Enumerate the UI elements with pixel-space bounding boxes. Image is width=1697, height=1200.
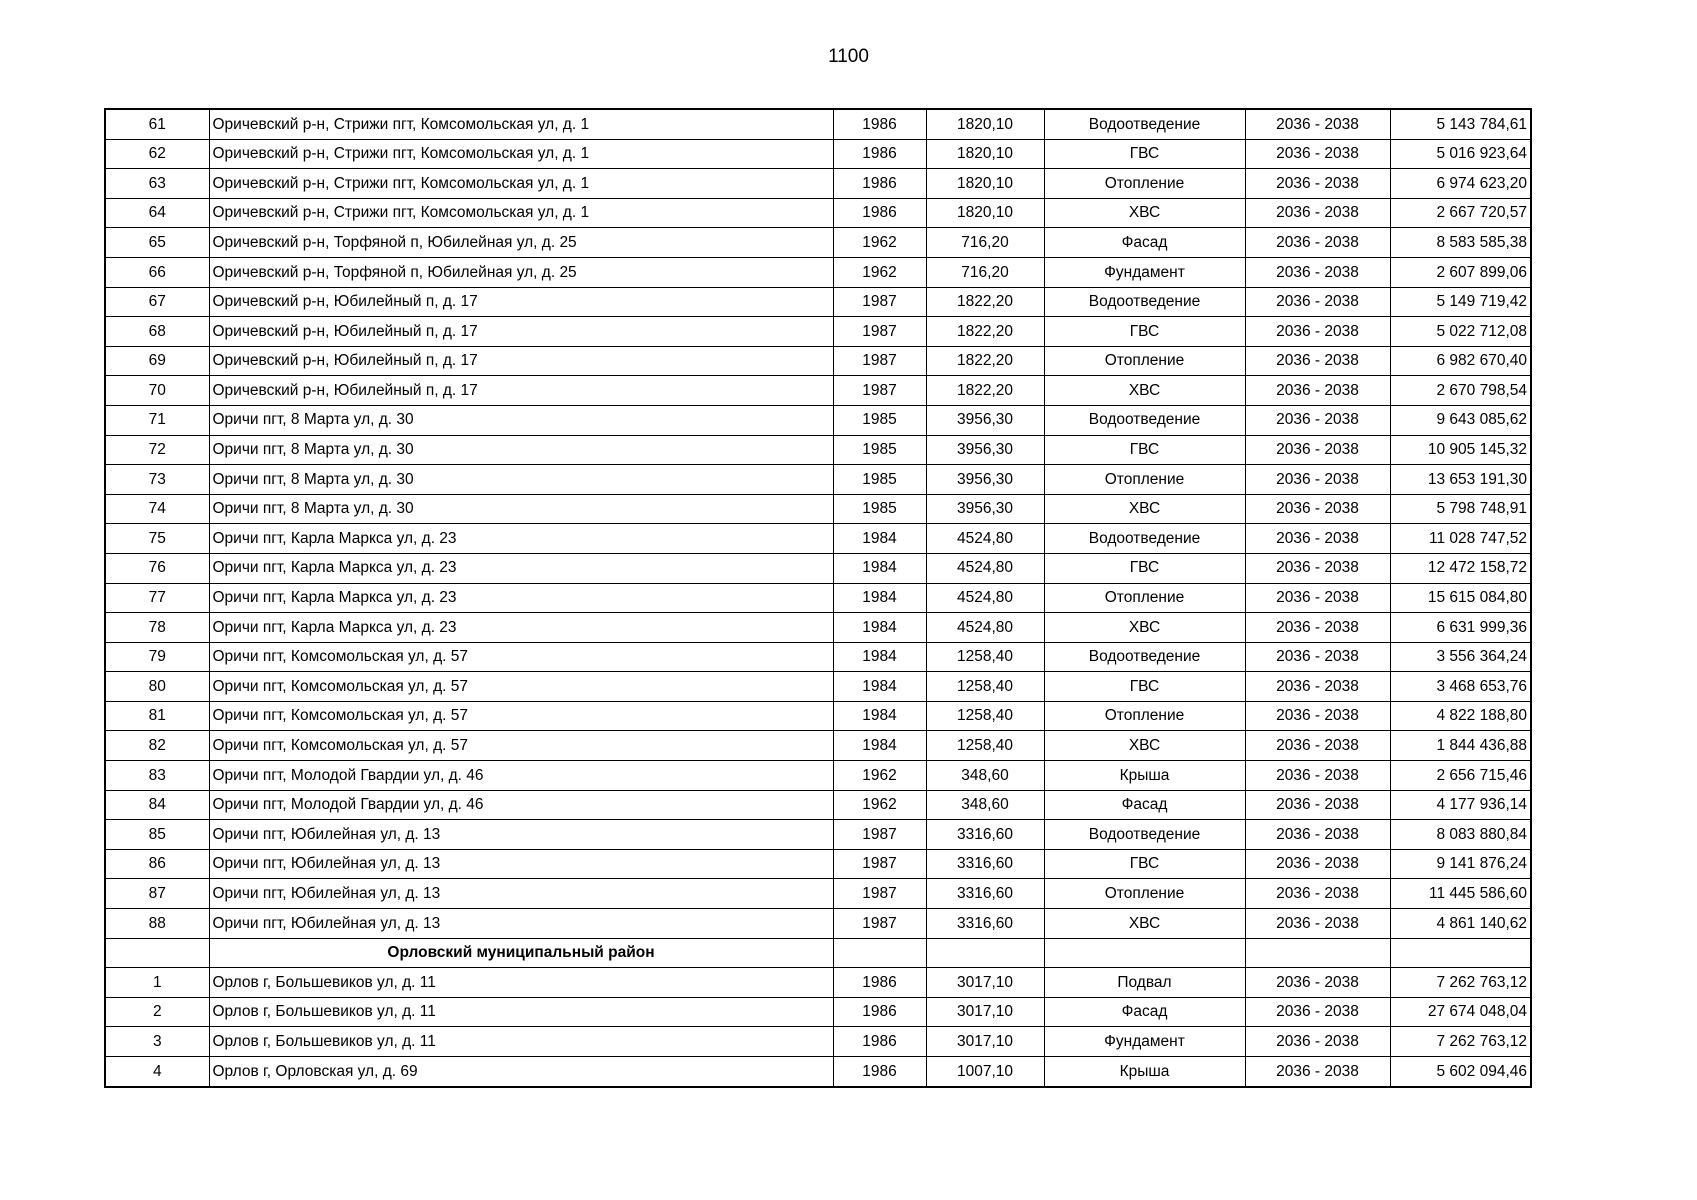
cost-cell: 7 262 763,12 [1390,968,1531,998]
table-row [105,731,1531,761]
row-number: 77 [105,583,209,613]
work-type-cell: Отопление [1044,879,1245,909]
row-number: 65 [105,228,209,258]
address-cell: Оричевский р-н, Торфяной п, Юбилейная ул, д. 25 [209,257,833,287]
period-cell: 2036 - 2038 [1245,257,1390,287]
area-cell: 1820,10 [926,139,1044,169]
table-row [105,968,1531,998]
address-cell: Оричи пгт, 8 Марта ул, д. 30 [209,494,833,524]
area-cell: 4524,80 [926,553,1044,583]
address-cell: Оричевский р-н, Стрижи пгт, Комсомольская ул, д. 1 [209,169,833,199]
table-row [105,198,1531,228]
period-cell: 2036 - 2038 [1245,287,1390,317]
work-type-cell: ХВС [1044,198,1245,228]
row-number: 61 [105,109,209,139]
row-number: 69 [105,346,209,376]
capital-repair-table [104,108,1532,1088]
address-cell: Оричи пгт, Комсомольская ул, д. 57 [209,642,833,672]
period-cell: 2036 - 2038 [1245,109,1390,139]
work-type-cell: ГВС [1044,317,1245,347]
table-row [105,317,1531,347]
work-type-cell: Фасад [1044,997,1245,1027]
year-cell: 1984 [833,524,926,554]
cost-cell: 11 445 586,60 [1390,879,1531,909]
row-number [105,938,209,968]
table-row [105,790,1531,820]
address-cell: Оричи пгт, 8 Марта ул, д. 30 [209,465,833,495]
work-type-cell: ГВС [1044,849,1245,879]
work-type-cell: ХВС [1044,376,1245,406]
empty-cell [1044,938,1245,968]
period-cell: 2036 - 2038 [1245,909,1390,939]
work-type-cell: Крыша [1044,1057,1245,1087]
work-type-cell: Водоотведение [1044,524,1245,554]
row-number: 3 [105,1027,209,1057]
year-cell: 1986 [833,169,926,199]
row-number: 80 [105,672,209,702]
year-cell: 1987 [833,287,926,317]
cost-cell: 15 615 084,80 [1390,583,1531,613]
table-row [105,849,1531,879]
cost-cell: 2 670 798,54 [1390,376,1531,406]
address-cell: Оричи пгт, Комсомольская ул, д. 57 [209,672,833,702]
work-type-cell: Фасад [1044,790,1245,820]
row-number: 70 [105,376,209,406]
address-cell: Оричи пгт, Карла Маркса ул, д. 23 [209,553,833,583]
cost-cell: 3 556 364,24 [1390,642,1531,672]
area-cell: 3956,30 [926,435,1044,465]
table-body [105,109,1531,1087]
cost-cell: 8 583 585,38 [1390,228,1531,258]
area-cell: 1258,40 [926,672,1044,702]
area-cell: 1258,40 [926,642,1044,672]
address-cell: Оричи пгт, Карла Маркса ул, д. 23 [209,583,833,613]
area-cell: 716,20 [926,228,1044,258]
empty-cell [1390,938,1531,968]
empty-cell [926,938,1044,968]
row-number: 71 [105,405,209,435]
cost-cell: 6 982 670,40 [1390,346,1531,376]
table-row [105,909,1531,939]
area-cell: 1822,20 [926,376,1044,406]
table-row [105,228,1531,258]
period-cell: 2036 - 2038 [1245,997,1390,1027]
address-cell: Оричи пгт, Юбилейная ул, д. 13 [209,849,833,879]
table-row [105,642,1531,672]
address-cell: Оричевский р-н, Юбилейный п, д. 17 [209,376,833,406]
cost-cell: 4 822 188,80 [1390,701,1531,731]
address-cell: Орлов г, Большевиков ул, д. 11 [209,968,833,998]
cost-cell: 4 861 140,62 [1390,909,1531,939]
work-type-cell: ХВС [1044,494,1245,524]
address-cell: Оричи пгт, Комсомольская ул, д. 57 [209,731,833,761]
area-cell: 1007,10 [926,1057,1044,1087]
row-number: 75 [105,524,209,554]
table-row [105,524,1531,554]
area-cell: 3017,10 [926,1027,1044,1057]
table-row [105,820,1531,850]
cost-cell: 11 028 747,52 [1390,524,1531,554]
area-cell: 348,60 [926,790,1044,820]
year-cell: 1985 [833,405,926,435]
row-number: 88 [105,909,209,939]
year-cell: 1987 [833,346,926,376]
address-cell: Оричевский р-н, Торфяной п, Юбилейная ул, д. 25 [209,228,833,258]
table-row [105,376,1531,406]
work-type-cell: Водоотведение [1044,405,1245,435]
cost-cell: 13 653 191,30 [1390,465,1531,495]
address-cell: Орлов г, Большевиков ул, д. 11 [209,1027,833,1057]
area-cell: 1822,20 [926,317,1044,347]
area-cell: 1820,10 [926,169,1044,199]
row-number: 74 [105,494,209,524]
address-cell: Оричевский р-н, Юбилейный п, д. 17 [209,287,833,317]
year-cell: 1986 [833,1057,926,1087]
area-cell: 3316,60 [926,879,1044,909]
table-row [105,139,1531,169]
area-cell: 4524,80 [926,524,1044,554]
cost-cell: 2 607 899,06 [1390,257,1531,287]
area-cell: 1258,40 [926,701,1044,731]
year-cell: 1985 [833,465,926,495]
work-type-cell: Отопление [1044,701,1245,731]
area-cell: 3956,30 [926,465,1044,495]
row-number: 63 [105,169,209,199]
period-cell: 2036 - 2038 [1245,968,1390,998]
work-type-cell: Фасад [1044,228,1245,258]
area-cell: 3316,60 [926,849,1044,879]
area-cell: 1822,20 [926,346,1044,376]
cost-cell: 9 643 085,62 [1390,405,1531,435]
address-cell: Оричевский р-н, Юбилейный п, д. 17 [209,346,833,376]
cost-cell: 8 083 880,84 [1390,820,1531,850]
period-cell: 2036 - 2038 [1245,701,1390,731]
cost-cell: 2 656 715,46 [1390,761,1531,791]
work-type-cell: Подвал [1044,968,1245,998]
table-row [105,613,1531,643]
area-cell: 1820,10 [926,198,1044,228]
work-type-cell: Водоотведение [1044,642,1245,672]
year-cell: 1985 [833,435,926,465]
address-cell: Оричи пгт, Молодой Гвардии ул, д. 46 [209,761,833,791]
area-cell: 4524,80 [926,613,1044,643]
work-type-cell: Отопление [1044,169,1245,199]
period-cell: 2036 - 2038 [1245,494,1390,524]
table-row [105,1057,1531,1087]
row-number: 4 [105,1057,209,1087]
year-cell: 1986 [833,109,926,139]
year-cell: 1984 [833,731,926,761]
work-type-cell: ХВС [1044,613,1245,643]
table-row [105,672,1531,702]
table-row [105,583,1531,613]
area-cell: 4524,80 [926,583,1044,613]
work-type-cell: Отопление [1044,346,1245,376]
table-row [105,701,1531,731]
period-cell: 2036 - 2038 [1245,139,1390,169]
address-cell: Оричевский р-н, Юбилейный п, д. 17 [209,317,833,347]
period-cell: 2036 - 2038 [1245,465,1390,495]
work-type-cell: ГВС [1044,553,1245,583]
work-type-cell: Фундамент [1044,1027,1245,1057]
table-row [105,553,1531,583]
page-number: 1100 [828,46,869,67]
table-row [105,435,1531,465]
year-cell: 1987 [833,879,926,909]
year-cell: 1962 [833,228,926,258]
row-number: 76 [105,553,209,583]
area-cell: 716,20 [926,257,1044,287]
cost-cell: 4 177 936,14 [1390,790,1531,820]
period-cell: 2036 - 2038 [1245,553,1390,583]
area-cell: 1258,40 [926,731,1044,761]
period-cell: 2036 - 2038 [1245,849,1390,879]
cost-cell: 6 974 623,20 [1390,169,1531,199]
work-type-cell: ХВС [1044,731,1245,761]
year-cell: 1984 [833,701,926,731]
period-cell: 2036 - 2038 [1245,169,1390,199]
work-type-cell: ГВС [1044,139,1245,169]
period-cell: 2036 - 2038 [1245,642,1390,672]
table-row [105,287,1531,317]
year-cell: 1986 [833,968,926,998]
period-cell: 2036 - 2038 [1245,672,1390,702]
period-cell: 2036 - 2038 [1245,790,1390,820]
row-number: 62 [105,139,209,169]
work-type-cell: ХВС [1044,909,1245,939]
period-cell: 2036 - 2038 [1245,524,1390,554]
cost-cell: 3 468 653,76 [1390,672,1531,702]
cost-cell: 5 022 712,08 [1390,317,1531,347]
table-row [105,465,1531,495]
area-cell: 3316,60 [926,909,1044,939]
row-number: 82 [105,731,209,761]
work-type-cell: Отопление [1044,583,1245,613]
address-cell: Оричи пгт, Комсомольская ул, д. 57 [209,701,833,731]
address-cell: Оричи пгт, Юбилейная ул, д. 13 [209,820,833,850]
work-type-cell: Крыша [1044,761,1245,791]
area-cell: 1822,20 [926,287,1044,317]
address-cell: Оричи пгт, Карла Маркса ул, д. 23 [209,613,833,643]
period-cell: 2036 - 2038 [1245,1057,1390,1087]
year-cell: 1984 [833,642,926,672]
area-cell: 3017,10 [926,968,1044,998]
table-row [105,879,1531,909]
address-cell: Оричи пгт, 8 Марта ул, д. 30 [209,405,833,435]
address-cell: Оричи пгт, 8 Марта ул, д. 30 [209,435,833,465]
row-number: 86 [105,849,209,879]
section-header-row [105,938,1531,968]
area-cell: 3316,60 [926,820,1044,850]
period-cell: 2036 - 2038 [1245,376,1390,406]
year-cell: 1987 [833,849,926,879]
address-cell: Оричи пгт, Юбилейная ул, д. 13 [209,909,833,939]
address-cell: Орлов г, Большевиков ул, д. 11 [209,997,833,1027]
period-cell: 2036 - 2038 [1245,879,1390,909]
cost-cell: 12 472 158,72 [1390,553,1531,583]
year-cell: 1986 [833,997,926,1027]
row-number: 2 [105,997,209,1027]
row-number: 85 [105,820,209,850]
work-type-cell: Водоотведение [1044,820,1245,850]
year-cell: 1987 [833,376,926,406]
table-row [105,346,1531,376]
year-cell: 1987 [833,820,926,850]
table-row [105,761,1531,791]
row-number: 87 [105,879,209,909]
address-cell: Орлов г, Орловская ул, д. 69 [209,1057,833,1087]
address-cell: Оричи пгт, Юбилейная ул, д. 13 [209,879,833,909]
work-type-cell: ГВС [1044,672,1245,702]
year-cell: 1987 [833,909,926,939]
empty-cell [1245,938,1390,968]
cost-cell: 1 844 436,88 [1390,731,1531,761]
cost-cell: 5 143 784,61 [1390,109,1531,139]
row-number: 84 [105,790,209,820]
cost-cell: 5 016 923,64 [1390,139,1531,169]
row-number: 68 [105,317,209,347]
cost-cell: 7 262 763,12 [1390,1027,1531,1057]
period-cell: 2036 - 2038 [1245,317,1390,347]
address-cell: Оричевский р-н, Стрижи пгт, Комсомольская ул, д. 1 [209,139,833,169]
area-cell: 1820,10 [926,109,1044,139]
row-number: 83 [105,761,209,791]
year-cell: 1986 [833,1027,926,1057]
period-cell: 2036 - 2038 [1245,1027,1390,1057]
section-title: Орловский муниципальный район [209,938,833,968]
work-type-cell: Водоотведение [1044,287,1245,317]
period-cell: 2036 - 2038 [1245,761,1390,791]
table-row [105,494,1531,524]
address-cell: Оричи пгт, Молодой Гвардии ул, д. 46 [209,790,833,820]
period-cell: 2036 - 2038 [1245,405,1390,435]
cost-cell: 2 667 720,57 [1390,198,1531,228]
year-cell: 1984 [833,613,926,643]
area-cell: 3956,30 [926,494,1044,524]
table-row [105,1027,1531,1057]
area-cell: 3956,30 [926,405,1044,435]
row-number: 67 [105,287,209,317]
cost-cell: 27 674 048,04 [1390,997,1531,1027]
row-number: 73 [105,465,209,495]
address-cell: Оричевский р-н, Стрижи пгт, Комсомольская ул, д. 1 [209,109,833,139]
empty-cell [833,938,926,968]
year-cell: 1962 [833,257,926,287]
table-row [105,109,1531,139]
table-row [105,169,1531,199]
year-cell: 1986 [833,198,926,228]
year-cell: 1984 [833,672,926,702]
year-cell: 1985 [833,494,926,524]
table-row [105,257,1531,287]
work-type-cell: Отопление [1044,465,1245,495]
row-number: 79 [105,642,209,672]
cost-cell: 5 602 094,46 [1390,1057,1531,1087]
table-row [105,997,1531,1027]
year-cell: 1962 [833,790,926,820]
address-cell: Оричевский р-н, Стрижи пгт, Комсомольская ул, д. 1 [209,198,833,228]
work-type-cell: ГВС [1044,435,1245,465]
year-cell: 1984 [833,583,926,613]
period-cell: 2036 - 2038 [1245,731,1390,761]
work-type-cell: Фундамент [1044,257,1245,287]
row-number: 72 [105,435,209,465]
table-row [105,405,1531,435]
row-number: 78 [105,613,209,643]
cost-cell: 9 141 876,24 [1390,849,1531,879]
period-cell: 2036 - 2038 [1245,228,1390,258]
area-cell: 348,60 [926,761,1044,791]
period-cell: 2036 - 2038 [1245,820,1390,850]
year-cell: 1987 [833,317,926,347]
cost-cell: 10 905 145,32 [1390,435,1531,465]
address-cell: Оричи пгт, Карла Маркса ул, д. 23 [209,524,833,554]
cost-cell: 5 149 719,42 [1390,287,1531,317]
period-cell: 2036 - 2038 [1245,198,1390,228]
period-cell: 2036 - 2038 [1245,613,1390,643]
period-cell: 2036 - 2038 [1245,583,1390,613]
row-number: 81 [105,701,209,731]
area-cell: 3017,10 [926,997,1044,1027]
work-type-cell: Водоотведение [1044,109,1245,139]
year-cell: 1986 [833,139,926,169]
year-cell: 1984 [833,553,926,583]
period-cell: 2036 - 2038 [1245,435,1390,465]
year-cell: 1962 [833,761,926,791]
row-number: 66 [105,257,209,287]
period-cell: 2036 - 2038 [1245,346,1390,376]
row-number: 64 [105,198,209,228]
cost-cell: 5 798 748,91 [1390,494,1531,524]
cost-cell: 6 631 999,36 [1390,613,1531,643]
row-number: 1 [105,968,209,998]
